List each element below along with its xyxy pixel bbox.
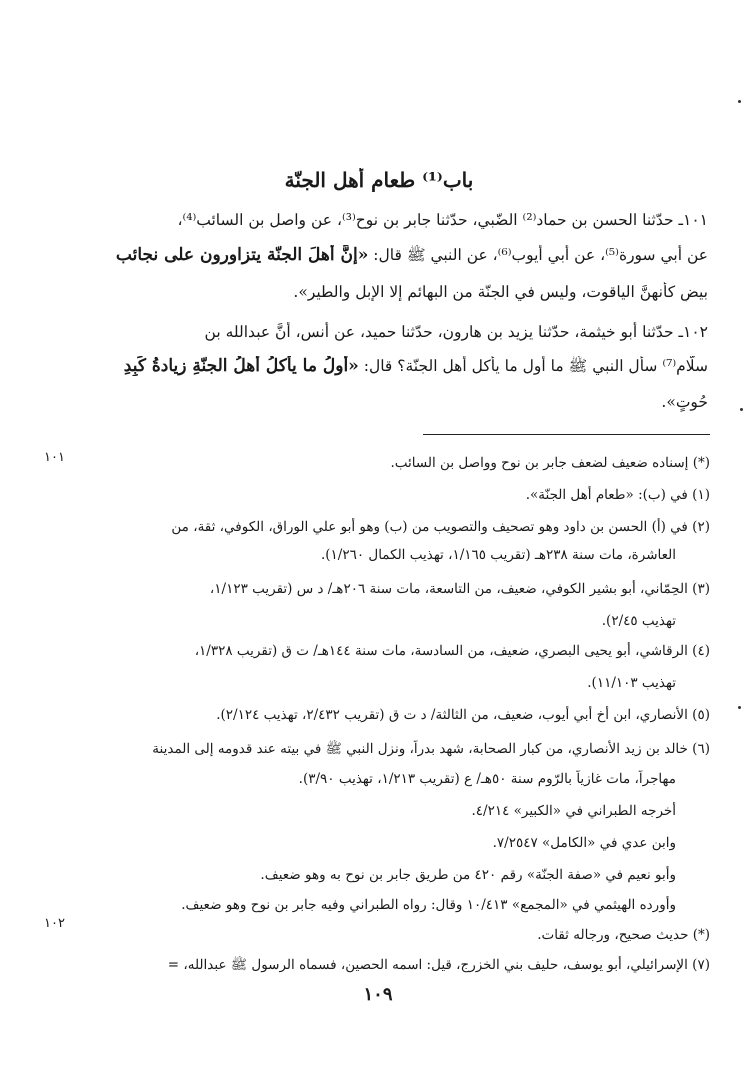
margin-number-101: ١٠١ [44,450,65,465]
footnote-7: (٧) الإسرائيلي، أبو يوسف، حليف بني الخزرج، قيل: اسمه الحصين، فسماه الرسول ﷺ عبدالله، = [167,957,710,973]
hadith-102-matn: «أولُ ما يأكلُ أهلُ الجنّةِ زيادةُ كَبِدِ [123,356,359,376]
chapter-heading: باب⁽¹⁾ طعام أهل الجنّة [284,168,474,192]
hadith-101-line-2 [43,245,708,265]
footnote-3-line-1: (٣) الحِمّاني، أبو بشير الكوفي، ضعيف، من التاسعة، مات سنة ٢٠٦هـ/ د س (تقريب ١/١٢٣، [209,581,710,597]
takhrij-1: أخرجه الطبراني في «الكبير» ٤/٢١٤. [471,803,676,819]
footnote-2-line-2: العاشرة، مات سنة ٢٣٨هـ (تقريب ١/١٦٥، تهذيب الكمال ١/٢٦٠). [320,547,676,563]
footnote-3-line-2: تهذيب ٢/٤٥). [601,613,676,629]
hadith-101-isnad: عن أبي سورة⁽⁵⁾، عن أبي أيوب⁽⁶⁾، عن النبي ﷺ قال: [368,246,708,264]
margin-number-102: ١٠٢ [44,916,65,931]
hadith-101-line-1: ١٠١ـ حدّثنا الحسن بن حماد⁽²⁾ الضّبي، حدّثنا جابر بن نوح⁽³⁾، عن واصل بن السائب⁽⁴⁾، [177,211,708,229]
takhrij-4: وأورده الهيثمي في «المجمع» ١٠/٤١٣ وقال: رواه الطبراني وفيه جابر بن نوح وهو ضعيف. [181,897,676,913]
footnote-2-line-1: (٢) في (أ) الحسن بن داود وهو تصحيف والتصويب من (ب) وهو أبو علي الوراق، الكوفي، ثقة، من [171,519,710,535]
scan-speck [740,408,743,411]
footnote-6-line-2: مهاجراً، مات غازياً بالرّوم سنة ٥٠هـ/ ع (تقريب ١/٢١٣، تهذيب ٣/٩٠). [298,771,676,787]
footnote-1: (١) في (ب): «طعام أهل الجنّة». [525,487,710,503]
takhrij-2: وابن عدي في «الكامل» ٧/٢٥٤٧. [492,835,676,851]
footnote-6-line-1: (٦) خالد بن زيد الأنصاري، من كبار الصحابة، شهد بدراً، ونزل النبي ﷺ في بيته عند قدومه إلى المدينة [152,741,710,757]
hadith-102-line-2 [43,356,708,376]
hadith-102-line-1: ١٠٢ـ حدّثنا أبو خيثمة، حدّثنا يزيد بن هارون، حدّثنا حميد، عن أنس، أنَّ عبدالله بن [204,323,708,341]
footnote-4-line-1: (٤) الرقاشي، أبو يحيى البصري، ضعيف، من السادسة، مات سنة ١٤٤هـ/ ت ق (تقريب ١/٣٢٨، [194,643,710,659]
footnote-star-2: (*) حديث صحيح، ورجاله ثقات. [537,927,710,943]
hadith-102-line-3: حُوتٍ». [661,393,708,411]
hadith-101-line-3: بيضٍ كأنهنَّ الياقوت، وليس في الجنّة من البهائم إلا الإبل والطير». [293,283,708,301]
page-number: ١٠٩ [363,984,393,1005]
footnote-4-line-2: تهذيب ١١/١٠٣). [587,675,676,691]
scan-speck [738,706,741,709]
hadith-101-matn: «إنَّ أهلَ الجنّة يتزاورون على نجائب [115,245,369,265]
hadith-102-isnad: سلّام⁽⁷⁾ سأل النبي ﷺ ما أول ما يأكل أهل الجنّة؟ قال: [358,357,708,375]
footnote-separator [423,434,710,435]
takhrij-3: وأبو نعيم في «صفة الجنّة» رقم ٤٢٠ من طريق جابر بن نوح به وهو ضعيف. [260,867,676,883]
footnote-star-1: (*) إسناده ضعيف لضعف جابر بن نوح وواصل بن السائب. [390,455,710,471]
scan-speck [738,100,741,103]
footnote-5: (٥) الأنصاري، ابن أخ أبي أيوب، ضعيف، من الثالثة/ د ت ق (تقريب ٢/٤٣٢، تهذيب ٢/١٢٤). [216,707,710,723]
